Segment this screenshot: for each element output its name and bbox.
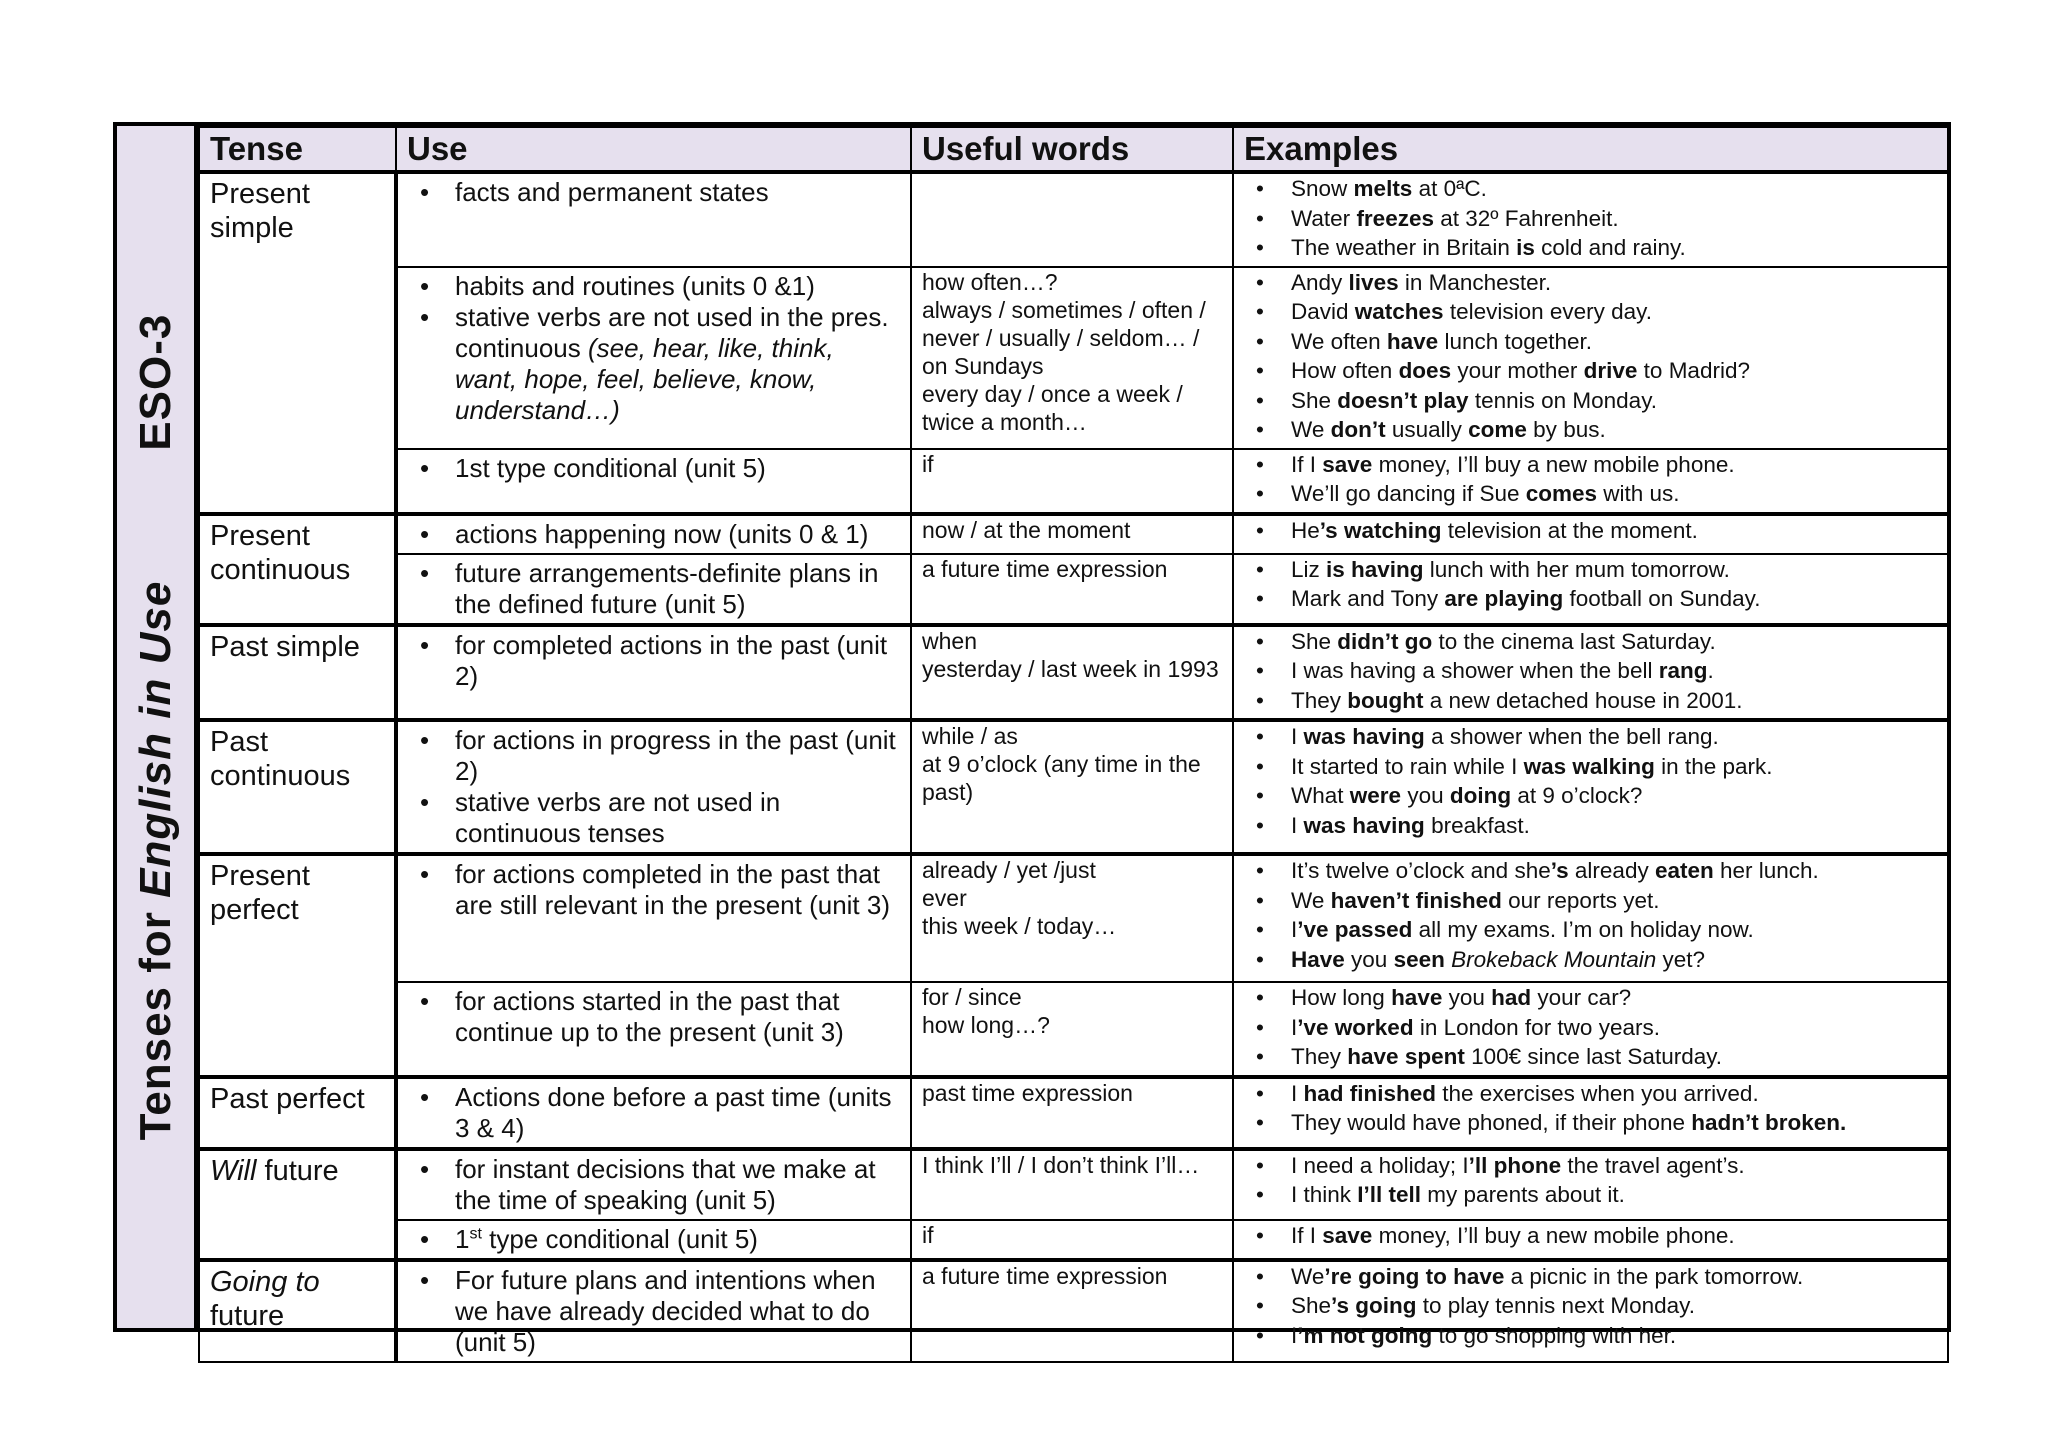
example-item: • We often have lunch together. bbox=[1244, 327, 1937, 357]
use-item: • 1st type conditional (unit 5) bbox=[408, 453, 900, 484]
example-item: • They have spent 100€ since last Saturday. bbox=[1244, 1042, 1937, 1072]
example-item: • Snow melts at 0ªC. bbox=[1244, 174, 1937, 204]
use-item: • actions happening now (units 0 & 1) bbox=[408, 519, 900, 550]
use-cell bbox=[396, 625, 911, 721]
example-item: • He’s watching television at the moment. bbox=[1244, 516, 1937, 546]
examples-cell bbox=[1233, 1149, 1948, 1220]
example-item: • She’s going to play tennis next Monday. bbox=[1244, 1291, 1937, 1321]
example-item: • I’ve worked in London for two years. bbox=[1244, 1013, 1937, 1043]
useful-words-cell bbox=[911, 1220, 1233, 1260]
use-item: • for actions started in the past that continue up to the present (unit 3) bbox=[408, 986, 900, 1048]
examples-cell bbox=[1233, 1077, 1948, 1149]
side-title-band bbox=[117, 126, 198, 1328]
examples-cell bbox=[1233, 1220, 1948, 1260]
examples-cell bbox=[1233, 554, 1948, 625]
useful-words-cell bbox=[911, 720, 1233, 854]
useful-word: a future time expression bbox=[922, 555, 1168, 582]
tense-cell: Present simple bbox=[199, 172, 396, 514]
example-item: • I was having breakfast. bbox=[1244, 811, 1937, 841]
table-row bbox=[199, 554, 1948, 625]
table-row bbox=[199, 625, 1948, 721]
useful-words-cell bbox=[911, 267, 1233, 449]
use-item bbox=[408, 302, 900, 426]
use-cell bbox=[396, 1260, 911, 1362]
examples-cell bbox=[1233, 854, 1948, 982]
example-item: • I was having a shower when the bell rang. bbox=[1244, 722, 1937, 752]
example-item: • I had finished the exercises when you arrived. bbox=[1244, 1079, 1937, 1109]
tense-rest: future bbox=[256, 1154, 339, 1187]
tense-cell: Present perfect bbox=[199, 854, 396, 1077]
examples-cell bbox=[1233, 172, 1948, 267]
useful-words-cell bbox=[911, 982, 1233, 1077]
useful-word: past time expression bbox=[922, 1079, 1133, 1106]
example-item: • The weather in Britain is cold and rainy. bbox=[1244, 233, 1937, 263]
use-cell bbox=[396, 1220, 911, 1260]
example-item: • I’ve passed all my exams. I’m on holiday now. bbox=[1244, 915, 1937, 945]
example-item: • We’ll go dancing if Sue comes with us. bbox=[1244, 479, 1937, 509]
table-row bbox=[199, 449, 1948, 514]
useful-word: already / yet /just bbox=[922, 857, 1096, 883]
use-item: • future arrangements-definite plans in the defined future (unit 5) bbox=[408, 558, 900, 620]
table-row bbox=[199, 1149, 1948, 1220]
useful-words-cell bbox=[911, 449, 1233, 514]
useful-word: if bbox=[922, 1221, 934, 1248]
example-item: • Water freezes at 32º Fahrenheit. bbox=[1244, 204, 1937, 234]
use-item-examples: (see, hear, like, think, want, hope, feel, believe, know, understand…) bbox=[455, 332, 834, 425]
useful-words-cell bbox=[911, 1077, 1233, 1149]
example-item: • David watches television every day. bbox=[1244, 297, 1937, 327]
example-item: • They bought a new detached house in 2001. bbox=[1244, 686, 1937, 716]
useful-word: this week / today… bbox=[922, 913, 1117, 939]
examples-cell bbox=[1233, 514, 1948, 554]
use-item: • for instant decisions that we make at the time of speaking (unit 5) bbox=[408, 1154, 900, 1216]
examples-cell bbox=[1233, 720, 1948, 854]
useful-word: I think I’ll / I don’t think I’ll… bbox=[922, 1151, 1200, 1178]
useful-words-cell bbox=[911, 625, 1233, 721]
use-rest: type conditional (unit 5) bbox=[481, 1223, 758, 1254]
use-item: • for completed actions in the past (unit 2) bbox=[408, 630, 900, 692]
tense-cell: Past simple bbox=[199, 625, 396, 721]
use-cell bbox=[396, 449, 911, 514]
table-row bbox=[199, 267, 1948, 449]
header-examples: Examples bbox=[1233, 127, 1948, 172]
use-item: • for actions completed in the past that are still relevant in the present (unit 3) bbox=[408, 859, 900, 921]
example-item: • I was having a shower when the bell rang. bbox=[1244, 656, 1937, 686]
examples-cell bbox=[1233, 1260, 1948, 1362]
example-item: • Andy lives in Manchester. bbox=[1244, 268, 1937, 298]
table-row bbox=[199, 1077, 1948, 1149]
example-item: • We don’t usually come by bus. bbox=[1244, 415, 1937, 445]
useful-word: a future time expression bbox=[922, 1262, 1168, 1289]
use-item: • facts and permanent states bbox=[408, 177, 900, 208]
use-cell bbox=[396, 854, 911, 982]
example-item: • How long have you had your car? bbox=[1244, 983, 1937, 1013]
use-cell bbox=[396, 172, 911, 267]
useful-words-cell bbox=[911, 514, 1233, 554]
useful-word: always / sometimes / often / never / usually / seldom… / on Sundays bbox=[922, 296, 1206, 379]
tense-italic: Will bbox=[210, 1154, 257, 1187]
example-item: • What were you doing at 9 o’clock? bbox=[1244, 781, 1937, 811]
tense-cell: Past continuous bbox=[199, 720, 396, 854]
useful-word: how long…? bbox=[922, 1012, 1050, 1038]
example-item: • If I save money, I’ll buy a new mobile phone. bbox=[1244, 1221, 1937, 1251]
header-useful-words: Useful words bbox=[911, 127, 1233, 172]
header-row bbox=[199, 127, 1948, 172]
use-sup: st bbox=[469, 1224, 482, 1242]
tenses-sheet bbox=[113, 122, 1951, 1357]
useful-word: if bbox=[922, 450, 934, 477]
use-cell bbox=[396, 554, 911, 625]
table-row bbox=[199, 1220, 1948, 1260]
example-item: • If I save money, I’ll buy a new mobile phone. bbox=[1244, 450, 1937, 480]
tense-cell bbox=[199, 1149, 396, 1260]
use-item: • For future plans and intentions when we have already decided what to do (unit 5) bbox=[408, 1265, 900, 1358]
example-item: • I’m not going to go shopping with her. bbox=[1244, 1321, 1937, 1351]
example-item: • We’re going to have a picnic in the park tomorrow. bbox=[1244, 1262, 1937, 1292]
useful-word: how often…? bbox=[922, 268, 1058, 295]
examples-cell bbox=[1233, 449, 1948, 514]
example-item: • She didn’t go to the cinema last Saturday. bbox=[1244, 627, 1937, 657]
use-item bbox=[408, 1224, 900, 1255]
use-cell bbox=[396, 720, 911, 854]
tense-cell: Present continuous bbox=[199, 514, 396, 625]
useful-word: when bbox=[922, 627, 977, 654]
table-row bbox=[199, 854, 1948, 982]
example-item: • They would have phoned, if their phone hadn’t broken. bbox=[1244, 1108, 1937, 1138]
useful-words-cell bbox=[911, 1149, 1233, 1220]
use-item: • for actions in progress in the past (unit 2) bbox=[408, 725, 900, 787]
use-item: • Actions done before a past time (units 3 & 4) bbox=[408, 1082, 900, 1144]
useful-words-cell bbox=[911, 172, 1233, 267]
example-item: • I think I’ll tell my parents about it. bbox=[1244, 1180, 1937, 1210]
example-item: • It started to rain while I was walking in the park. bbox=[1244, 752, 1937, 782]
table-row bbox=[199, 720, 1948, 854]
tense-rest: future bbox=[210, 1299, 285, 1332]
side-title-part1: Tenses for bbox=[130, 897, 180, 1141]
use-cell bbox=[396, 982, 911, 1077]
useful-word: yesterday / last week in 1993 bbox=[922, 655, 1219, 682]
table-row bbox=[199, 514, 1948, 554]
use-cell bbox=[396, 267, 911, 449]
examples-cell bbox=[1233, 267, 1948, 449]
tense-cell: Past perfect bbox=[199, 1077, 396, 1149]
example-item: • She doesn’t play tennis on Monday. bbox=[1244, 386, 1937, 416]
table-row bbox=[199, 1260, 1948, 1362]
table-row bbox=[199, 982, 1948, 1077]
header-tense: Tense bbox=[199, 127, 396, 172]
useful-word: for / since bbox=[922, 984, 1022, 1010]
useful-word: while / as bbox=[922, 723, 1018, 749]
example-item: • Mark and Tony are playing football on Sunday. bbox=[1244, 584, 1937, 614]
side-title bbox=[131, 314, 181, 1141]
tenses-table bbox=[198, 126, 1949, 1363]
useful-word: now / at the moment bbox=[922, 516, 1131, 543]
use-item: • stative verbs are not used in continuous tenses bbox=[408, 787, 900, 849]
useful-word: ever bbox=[922, 885, 967, 911]
side-title-part2: English in Use bbox=[130, 580, 180, 898]
example-item: • It’s twelve o’clock and she’s already eaten her lunch. bbox=[1244, 856, 1937, 886]
useful-word: at 9 o’clock (any time in the past) bbox=[922, 751, 1201, 805]
header-use: Use bbox=[396, 127, 911, 172]
example-item: • Liz is having lunch with her mum tomorrow. bbox=[1244, 555, 1937, 585]
example-item: • We haven’t finished our reports yet. bbox=[1244, 886, 1937, 916]
useful-word: every day / once a week / twice a month… bbox=[922, 380, 1183, 435]
use-cell bbox=[396, 1077, 911, 1149]
useful-words-cell bbox=[911, 854, 1233, 982]
tense-cell bbox=[199, 1260, 396, 1362]
example-item: • How often does your mother drive to Madrid? bbox=[1244, 356, 1937, 386]
tense-italic: Going to bbox=[210, 1265, 320, 1298]
useful-words-cell bbox=[911, 554, 1233, 625]
use-item-text: stative verbs are not used in the pres. continuous bbox=[455, 301, 889, 363]
side-title-level: ESO-3 bbox=[130, 313, 180, 451]
use-item: • habits and routines (units 0 &1) bbox=[408, 271, 900, 302]
table-row bbox=[199, 172, 1948, 267]
useful-words-cell bbox=[911, 1260, 1233, 1362]
example-item: • Have you seen Brokeback Mountain yet? bbox=[1244, 945, 1937, 975]
examples-cell bbox=[1233, 625, 1948, 721]
use-num: 1 bbox=[455, 1223, 470, 1254]
use-cell bbox=[396, 1149, 911, 1220]
use-cell bbox=[396, 514, 911, 554]
examples-cell bbox=[1233, 982, 1948, 1077]
example-item: • I need a holiday; I’ll phone the travel agent’s. bbox=[1244, 1151, 1937, 1181]
